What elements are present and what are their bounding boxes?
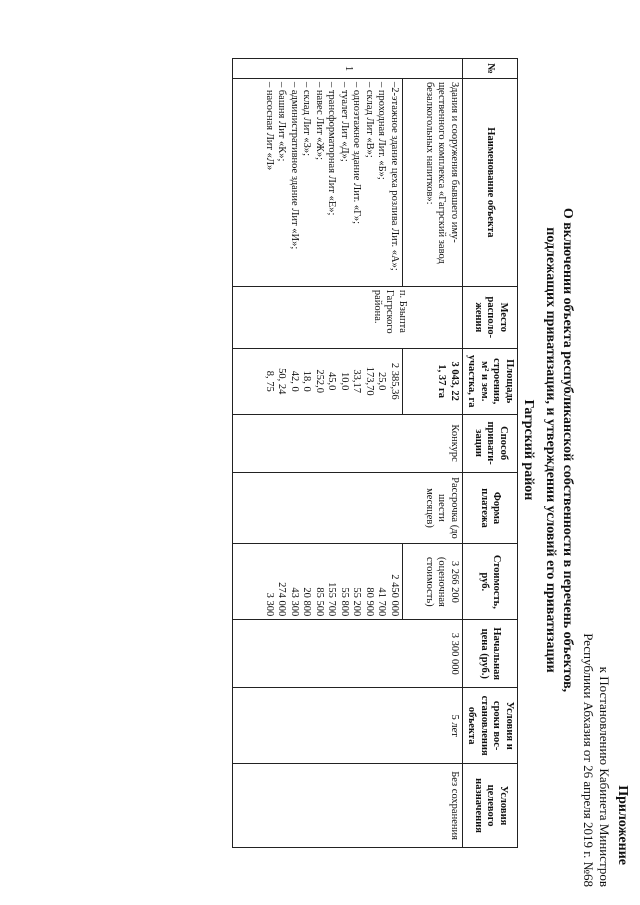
cost-total: 3 266 200 [449, 560, 460, 603]
item-area: 33,17 [351, 369, 363, 394]
col-header-purpose: Условия целевого назначения [463, 764, 518, 848]
item-name: – склад Лит «В»; [364, 81, 375, 158]
cost-note: (оценочная стоимость) [424, 556, 448, 607]
privatization-method: Конкурс [233, 414, 463, 472]
area-total: 3 043, 22 [449, 361, 460, 401]
item-name: – проходная Лит. «Б»; [376, 81, 388, 180]
item-name: – одноэтажное здание Лит. «Г»; [351, 81, 363, 225]
item-costs [233, 544, 403, 620]
restoration-terms: 5 лет [233, 688, 463, 764]
col-header-cost: Стоимость, руб. [463, 544, 518, 620]
cost-summary [403, 544, 463, 620]
item-cost: 80 900 [364, 587, 375, 617]
item-name: – навес Лит «Ж»; [314, 81, 325, 161]
item-area: 8, 75 [264, 370, 275, 392]
item-area: 173,70 [364, 366, 375, 396]
item-cost: 20 800 [301, 587, 313, 617]
item-name: – башня Лит «К»; [276, 81, 288, 162]
item-cost: 85 500 [314, 587, 325, 617]
item-name: – трансформаторная Лит «Е»; [326, 81, 338, 216]
table-header-row [463, 59, 518, 848]
item-name: – насосная Лит «Л» [264, 81, 275, 171]
item-area: 18, 0 [301, 370, 313, 392]
col-header-terms: Условия и сроки вос- становления объекта [463, 688, 518, 764]
area-land: 1, 37 га [436, 364, 448, 399]
appendix-line-1: к Постановлению Кабинета Министров [597, 666, 612, 887]
location-text: п. Бзыпта Гагрского района. [372, 289, 408, 334]
item-area: 45,0 [326, 372, 338, 391]
document-title-line-2: подлежащих приватизации, и утверждении условий его приватизации [543, 227, 558, 673]
item-name: –2-этажное здание цеха розлива Лит. «А»; [389, 81, 400, 271]
item-area: 252,0 [314, 369, 325, 394]
item-areas [233, 348, 403, 414]
item-cost: 55 200 [351, 587, 363, 617]
start-price: 3 300 000 [233, 620, 463, 688]
col-header-price: Начальная цена (руб.) [463, 620, 518, 688]
item-area: 42, 0 [289, 370, 300, 392]
item-area: 10,0 [339, 372, 350, 391]
document-title-line-1: О включении объекта республиканской собственности в перечень объектов, [560, 207, 575, 693]
area-summary [403, 348, 463, 414]
item-cost: 55 800 [339, 587, 350, 617]
appendix-line-2: Республики Абхазия от 26 апреля 2019 г. №68 [581, 633, 596, 887]
row-number: 1 [233, 59, 463, 79]
item-area: 50, 24 [276, 368, 288, 395]
item-area: 25,0 [376, 372, 388, 391]
col-header-area: Площадь строения, м² и зем. участка, га [463, 348, 518, 414]
object-location [233, 286, 463, 348]
item-cost: 43 300 [289, 587, 300, 617]
item-cost: 41 700 [376, 587, 388, 617]
document-title [542, 70, 576, 830]
item-area: 2 385,36 [389, 362, 400, 400]
district-heading: Гагрский район [521, 399, 536, 501]
col-header-num: № [463, 59, 518, 79]
item-names [233, 78, 403, 286]
item-cost: 155 700 [326, 582, 338, 617]
col-header-location: Место располо- жения [463, 286, 518, 348]
item-cost: 274 000 [276, 582, 288, 617]
item-name: – административное здание Лит «И»; [289, 81, 300, 250]
appendix-title: Приложение [615, 785, 630, 865]
col-header-method: Способ привати- зации [463, 414, 518, 472]
table-row [403, 59, 463, 848]
item-cost: 2 450 000 [389, 574, 400, 617]
col-header-name: Наименование объекта [463, 78, 518, 286]
item-cost: 3 300 [264, 592, 275, 617]
privatization-table [232, 58, 518, 848]
object-name: Здания и сооружения бывшего иму- щественного комплекса «Гагрский завод безалкогольных напитков»: [403, 78, 463, 286]
item-name: – склад Лит «З»; [301, 81, 313, 157]
item-name: – туалет Лит «Д»; [339, 81, 350, 162]
col-header-payment: Форма платежа [463, 472, 518, 544]
payment-form: Рассрочка (до шести месяцев) [233, 472, 463, 544]
purpose-conditions: Без сохранения [233, 764, 463, 848]
